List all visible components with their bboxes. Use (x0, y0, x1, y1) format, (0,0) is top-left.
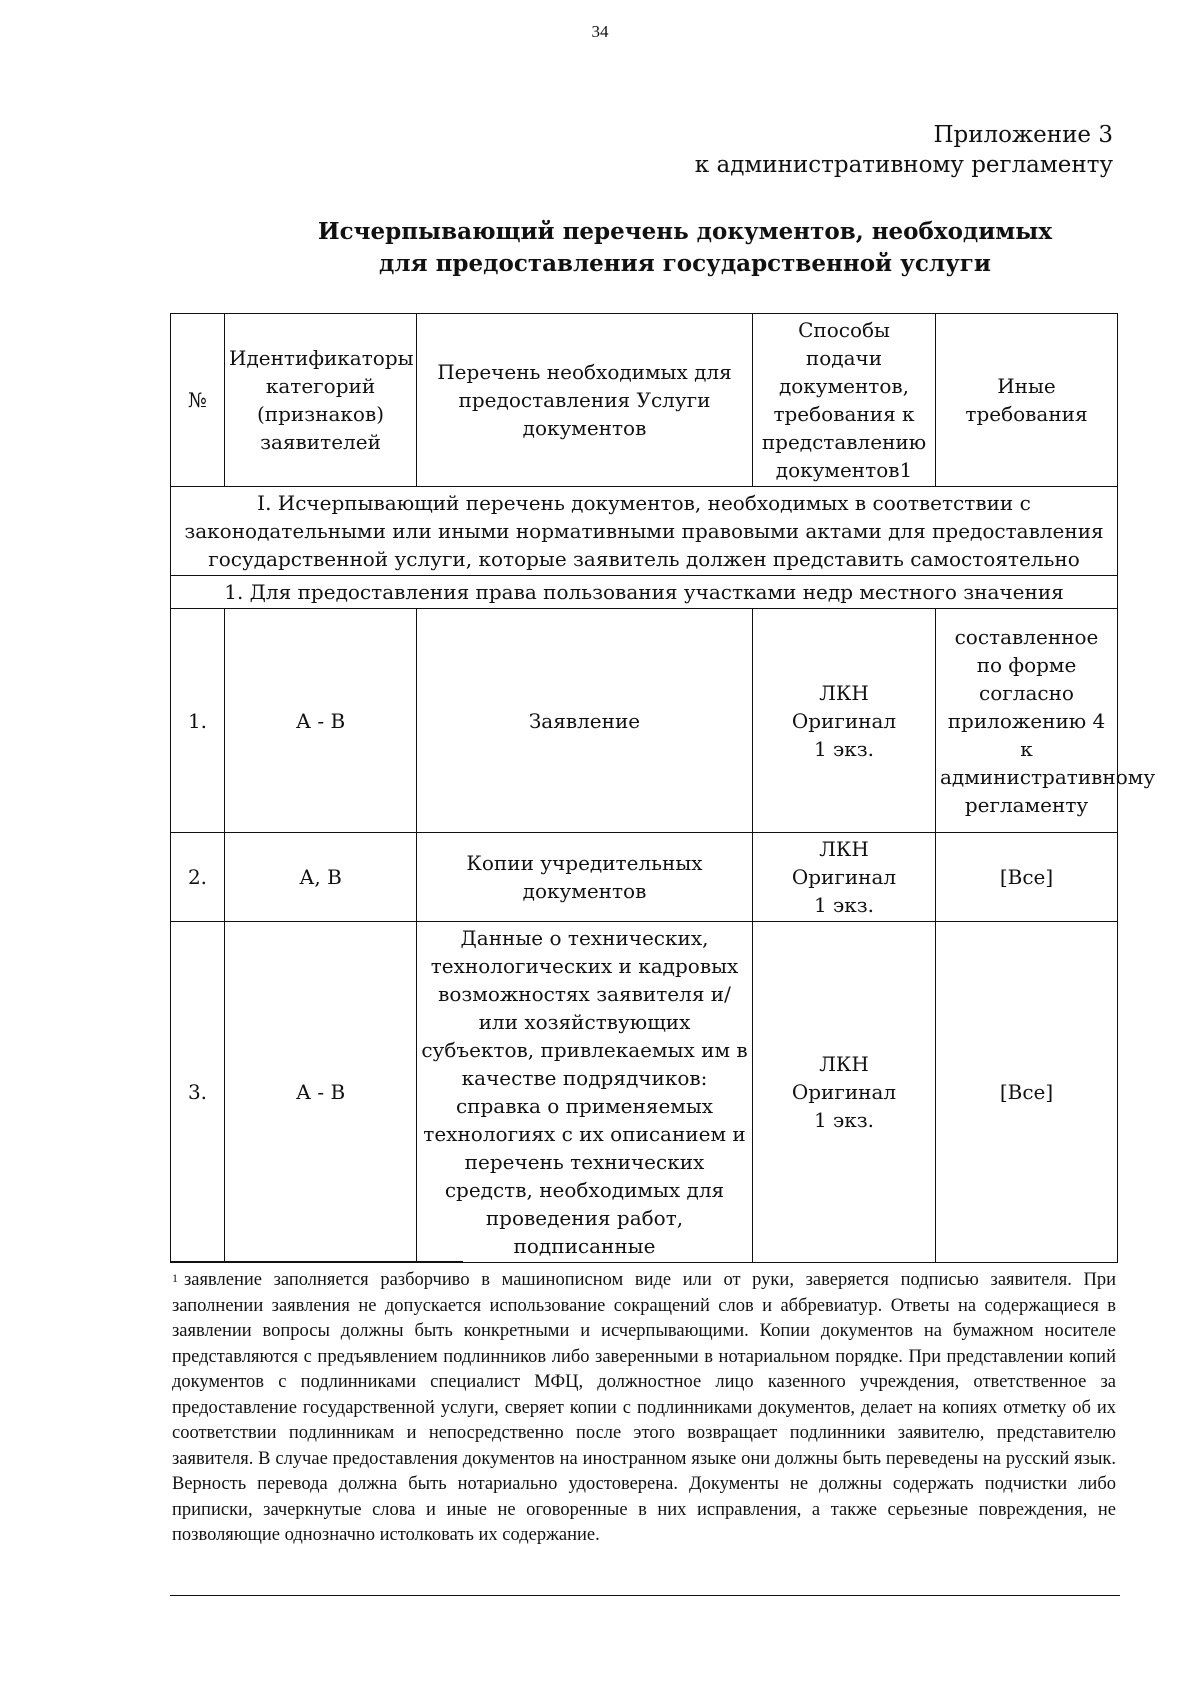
header-num: № (171, 314, 225, 487)
row-num: 2. (171, 833, 225, 922)
row-methods (753, 609, 936, 833)
footnote-separator (170, 1261, 463, 1262)
method-form: Оригинал (791, 1080, 897, 1104)
subsection-row (171, 576, 1118, 609)
section-row (171, 487, 1118, 576)
footnote-text: заявление заполняется разборчиво в машинописном виде или от руки, заверяется подписью заявителя. При заполнении заявления не допускается использование сокращений слов и аббревиатур. Ответы на содержащиеся в заявлении вопросы должны быть конкретными и исчерпывающими. Копии документов на бумажном носителе представляются с предъявлением подлинников либо заверенными в нотариальном порядке. При представлении копий документов с подлинниками специалист МФЦ, должностное лицо казенного учреждения, ответственное за предоставление государственной услуги, сверяет копии с подлинниками документов, делает на копиях отметку об их соответствии подлинникам и непосредственно после этого возвращает подлинники заявителю, представителю заявителя. В случае предоставления документов на иностранном языке они должны быть переведены на русский язык. Верность перевода должна быть нотариально удостоверена. Документы не должны содержать подчистки либо приписки, зачеркнутые слова и иные не оговоренные в них исправления, а также серьезные повреждения, не позволяющие однозначно истолковать их содержание. (172, 1270, 1116, 1545)
table-row (171, 922, 1118, 1263)
row-num: 3. (171, 922, 225, 1263)
appendix-line-1: Приложение 3 (933, 122, 1113, 148)
row-other: [Все] (936, 833, 1118, 922)
header-other: Иные требования (936, 314, 1118, 487)
footnote (172, 1268, 1116, 1549)
appendix-reference (695, 120, 1113, 180)
header-documents: Перечень необходимых для предоставления Услуги документов (417, 314, 753, 487)
row-document: Заявление (417, 609, 753, 833)
document-title-line-1: Исчерпывающий перечень документов, необходимых (317, 218, 1053, 245)
documents-table (170, 313, 1156, 1263)
method-form: Оригинал (791, 708, 897, 733)
appendix-line-2: к административному регламенту (694, 152, 1113, 178)
row-methods (753, 922, 936, 1263)
header-methods: Способы подачи документов, требования к представлению документов1 (753, 314, 936, 487)
row-num: 1. (171, 609, 225, 833)
page-number: 34 (591, 22, 609, 41)
table-row (171, 609, 1118, 833)
footnote-mark: 1 (172, 1271, 178, 1285)
method-channel: ЛКН (819, 837, 869, 861)
header-identifiers: Идентификаторы категорий (признаков) заявителей (225, 314, 417, 487)
method-copies: 1 экз. (813, 736, 875, 761)
row-document: Данные о технических, технологических и кадровых возможностях заявителя и/или хозяйствующих субъектов, привлекаемых им в качестве подрядчиков: справка о применяемых технологиях с их описанием и перечень технических средств, необходимых для проведения работ, подписанные (417, 922, 753, 1263)
row-other: [Все] (936, 922, 1118, 1263)
row-identifiers: А - В (225, 922, 417, 1263)
row-document: Копии учредительных документов (417, 833, 753, 922)
document-title-line-2: для предоставления государственной услуги (379, 250, 991, 277)
method-copies: 1 экз. (813, 893, 875, 917)
section-heading: I. Исчерпывающий перечень документов, необходимых в соответствии с законодательными или иными нормативными правовыми актами для предоставления государственной услуги, которые заявитель должен представить самостоятельно (171, 487, 1118, 576)
row-identifiers: А - В (225, 609, 417, 833)
row-other: составленное по форме согласно приложению 4 к административному регламенту (936, 609, 1118, 833)
subsection-heading: 1. Для предоставления права пользования участками недр местного значения (171, 576, 1118, 609)
method-channel: ЛКН (819, 1052, 869, 1076)
table-header-row (171, 314, 1118, 487)
method-copies: 1 экз. (813, 1108, 875, 1132)
row-methods (753, 833, 936, 922)
row-identifiers: А, В (225, 833, 417, 922)
method-channel: ЛКН (819, 680, 869, 705)
table-row (171, 833, 1118, 922)
document-title (170, 216, 1200, 280)
footnote-bottom-rule (170, 1595, 1120, 1596)
method-form: Оригинал (791, 865, 897, 889)
